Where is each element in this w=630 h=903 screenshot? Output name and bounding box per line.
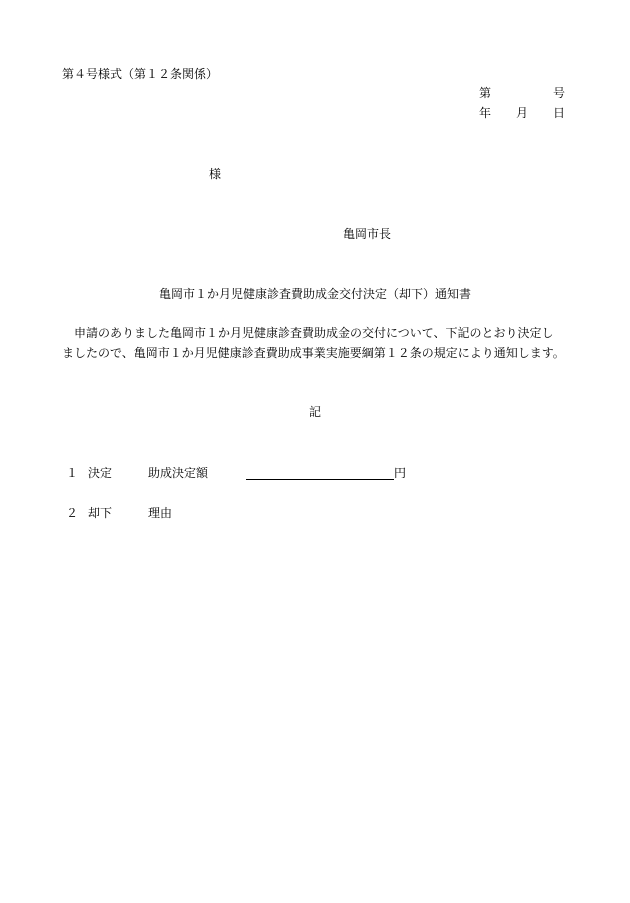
form-identifier: 第４号様式（第１２条関係） [62,67,219,81]
item-label-decision: 決定 [88,466,113,480]
date-day-label: 日 [553,106,566,120]
yen-unit: 円 [394,466,407,480]
grant-amount-field[interactable] [246,479,394,480]
issuer-name: 亀岡市長 [343,227,392,241]
document-body [62,323,582,363]
date-month-label: 月 [516,106,529,120]
ki-heading: 記 [308,405,321,419]
item-number: １ [66,466,79,480]
document-title: 亀岡市１か月児健康診査費助成金交付決定（却下）通知書 [158,287,471,301]
body-line: ましたので、亀岡市１か月児健康診査費助成事業実施要綱第１２条の規定により通知します。 [62,346,565,360]
body-line: 申請のありました亀岡市１か月児健康診査費助成金の交付について、下記のとおり決定し [62,326,554,340]
date-year-label: 年 [479,106,492,120]
document-number-prefix: 第 [479,86,492,100]
item-label-rejection: 却下 [88,506,113,520]
item-number: ２ [66,506,79,520]
grant-amount-label: 助成決定額 [148,466,209,480]
addressee-honorific: 様 [209,167,222,181]
document-number-suffix: 号 [553,86,566,100]
rejection-reason-label: 理由 [148,506,173,520]
